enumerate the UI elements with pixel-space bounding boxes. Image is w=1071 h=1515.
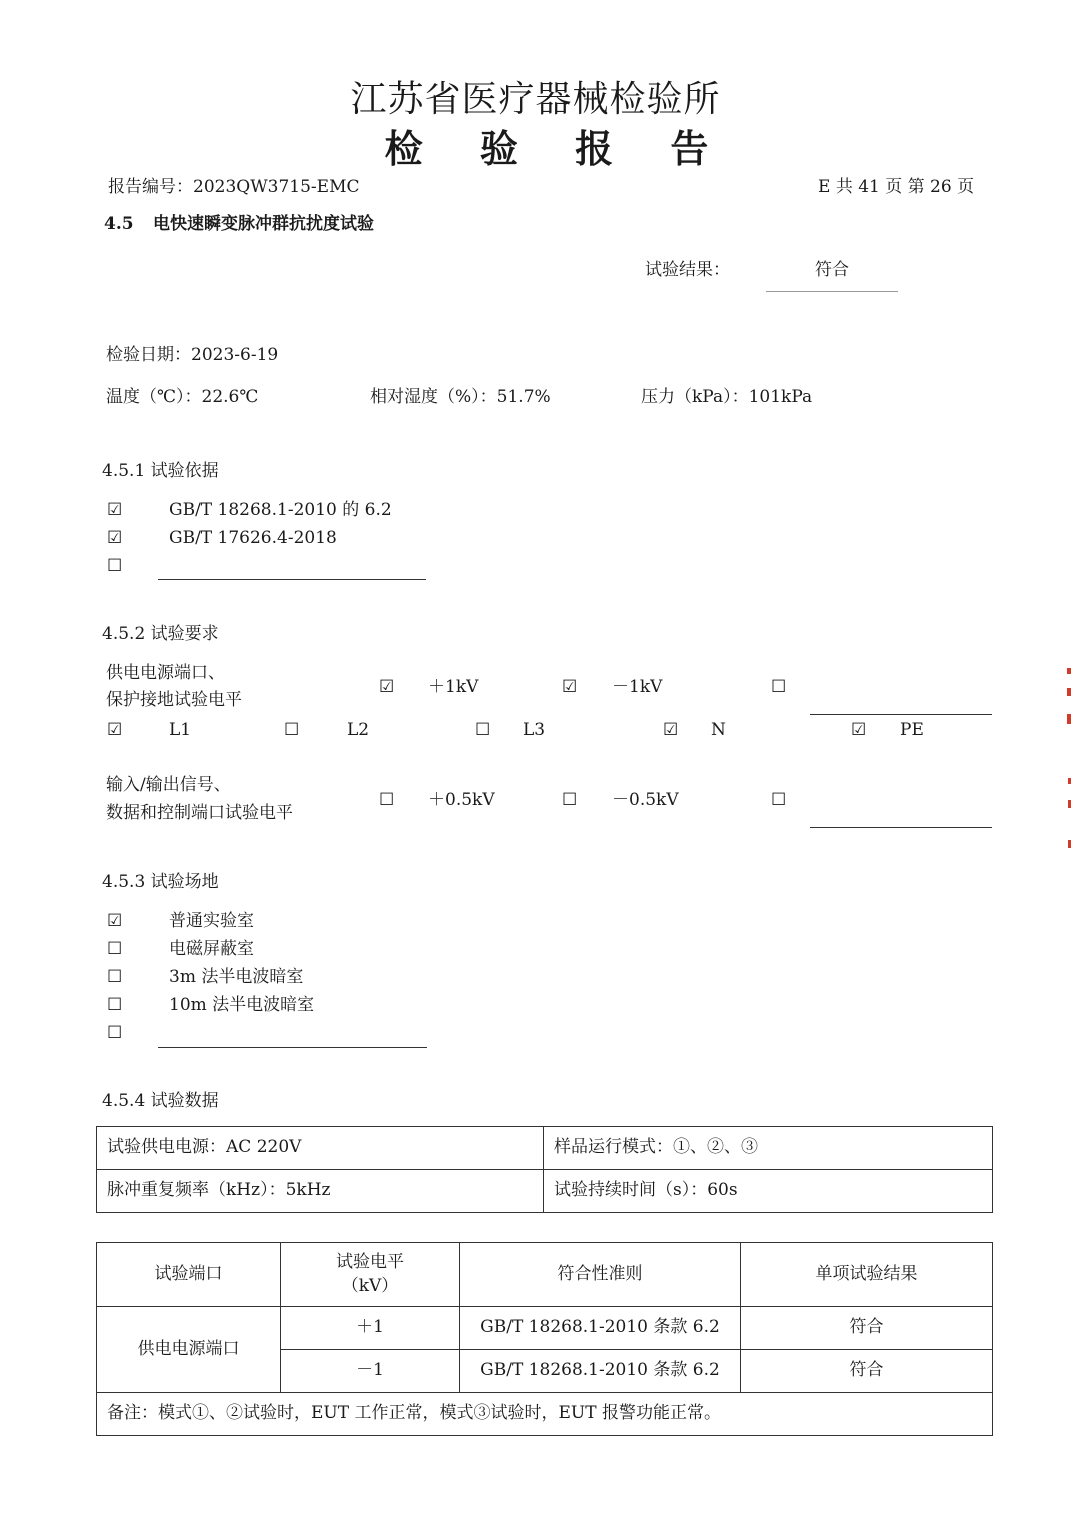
signal-neg-level: －0.5kV [612,790,679,810]
line-n-checkbox[interactable]: ☑ [663,720,679,740]
seal-fragment [1067,688,1071,696]
result-cell: 符合 [741,1350,993,1393]
duration-cell: 试验持续时间（s）：60s [544,1170,993,1213]
section-title: 电快速瞬变脉冲群抗扰度试验 [153,214,374,234]
level-cell: －1 [281,1350,460,1393]
port-cell: 供电电源端口 [97,1307,281,1393]
power-neg-level: －1kV [612,677,663,697]
basis-heading: 4.5.1 试验依据 [102,461,219,481]
line-pe-label: PE [900,720,924,740]
site-heading: 4.5.3 试验场地 [102,872,219,892]
basis-checkbox-3[interactable]: ☐ [107,556,123,576]
header-level [281,1243,460,1307]
power-pos-checkbox[interactable]: ☑ [379,677,395,697]
report-title: 检 验 报 告 [384,126,731,171]
line-l3-checkbox[interactable]: ☐ [475,720,491,740]
header-level-line1: 试验电平 [336,1251,404,1272]
line-l1-label: L1 [169,720,192,740]
power-neg-checkbox[interactable]: ☑ [562,677,578,697]
site-item-3: 3m 法半电波暗室 [169,967,304,987]
signal-port-label-2: 数据和控制端口试验电平 [106,803,293,823]
signal-pos-level: ＋0.5kV [428,790,495,810]
requirements-heading: 4.5.2 试验要求 [102,624,219,644]
pressure: 压力（kPa）：101kPa [641,387,813,407]
mode-cell: 样品运行模式：①、②、③ [544,1127,993,1170]
result-cell: 符合 [741,1307,993,1350]
result-underline [766,291,898,292]
line-l1-checkbox[interactable]: ☑ [107,720,123,740]
site-checkbox-4[interactable]: ☐ [107,995,123,1015]
site-checkbox-5[interactable]: ☐ [107,1023,123,1043]
line-l2-checkbox[interactable]: ☐ [284,720,300,740]
line-pe-checkbox[interactable]: ☑ [851,720,867,740]
power-port-label-1: 供电电源端口、 [106,663,225,683]
signal-other-checkbox[interactable]: ☐ [771,790,787,810]
level-cell: ＋1 [281,1307,460,1350]
header-result: 单项试验结果 [741,1243,993,1307]
result-value: 符合 [815,260,849,280]
basis-checkbox-1[interactable]: ☑ [107,500,123,520]
line-n-label: N [711,720,726,740]
result-label: 试验结果： [645,260,730,280]
page-info: E 共 41 页 第 26 页 [818,177,975,197]
header-port: 试验端口 [97,1243,281,1307]
header-level-unit: （kV） [341,1275,399,1296]
header-criterion: 符合性准则 [460,1243,741,1307]
table-row [97,1307,993,1350]
basis-item-2: GB/T 17626.4-2018 [169,528,337,548]
site-checkbox-1[interactable]: ☑ [107,911,123,931]
site-item-2: 电磁屏蔽室 [169,939,254,959]
site-item-4: 10m 法半电波暗室 [169,995,315,1015]
criterion-cell: GB/T 18268.1-2010 条款 6.2 [460,1307,741,1350]
basis-item-1: GB/T 18268.1-2010 的 6.2 [169,500,392,520]
test-date: 检验日期：2023-6-19 [106,345,279,365]
basis-other-blank [158,579,426,580]
test-conditions-table [96,1126,993,1213]
power-other-checkbox[interactable]: ☐ [771,677,787,697]
temperature: 温度（℃）：22.6℃ [106,387,259,407]
site-other-blank [158,1047,427,1048]
signal-pos-checkbox[interactable]: ☐ [379,790,395,810]
signal-port-label-1: 输入/输出信号、 [106,775,231,795]
report-number: 报告编号：2023QW3715-EMC [108,177,360,197]
remarks-cell: 备注：模式①、②试验时，EUT 工作正常，模式③试验时，EUT 报警功能正常。 [97,1393,993,1436]
org-title: 江苏省医疗器械检验所 [350,79,721,120]
supply-cell: 试验供电电源：AC 220V [97,1127,544,1170]
humidity: 相对湿度（%）：51.7% [370,387,551,407]
criterion-cell: GB/T 18268.1-2010 条款 6.2 [460,1350,741,1393]
test-results-table [96,1242,993,1436]
power-other-blank [810,714,992,715]
power-pos-level: ＋1kV [428,677,479,697]
power-port-label-2: 保护接地试验电平 [106,690,242,710]
line-l3-label: L3 [523,720,546,740]
site-checkbox-3[interactable]: ☐ [107,967,123,987]
site-checkbox-2[interactable]: ☐ [107,939,123,959]
signal-other-blank [810,827,992,828]
frequency-cell: 脉冲重复频率（kHz）：5kHz [97,1170,544,1213]
basis-checkbox-2[interactable]: ☑ [107,528,123,548]
seal-fragment [1067,714,1071,724]
site-item-1: 普通实验室 [169,911,254,931]
section-number: 4.5 [104,214,134,234]
seal-fragment [1067,668,1071,674]
data-heading: 4.5.4 试验数据 [102,1091,219,1111]
signal-neg-checkbox[interactable]: ☐ [562,790,578,810]
line-l2-label: L2 [347,720,370,740]
